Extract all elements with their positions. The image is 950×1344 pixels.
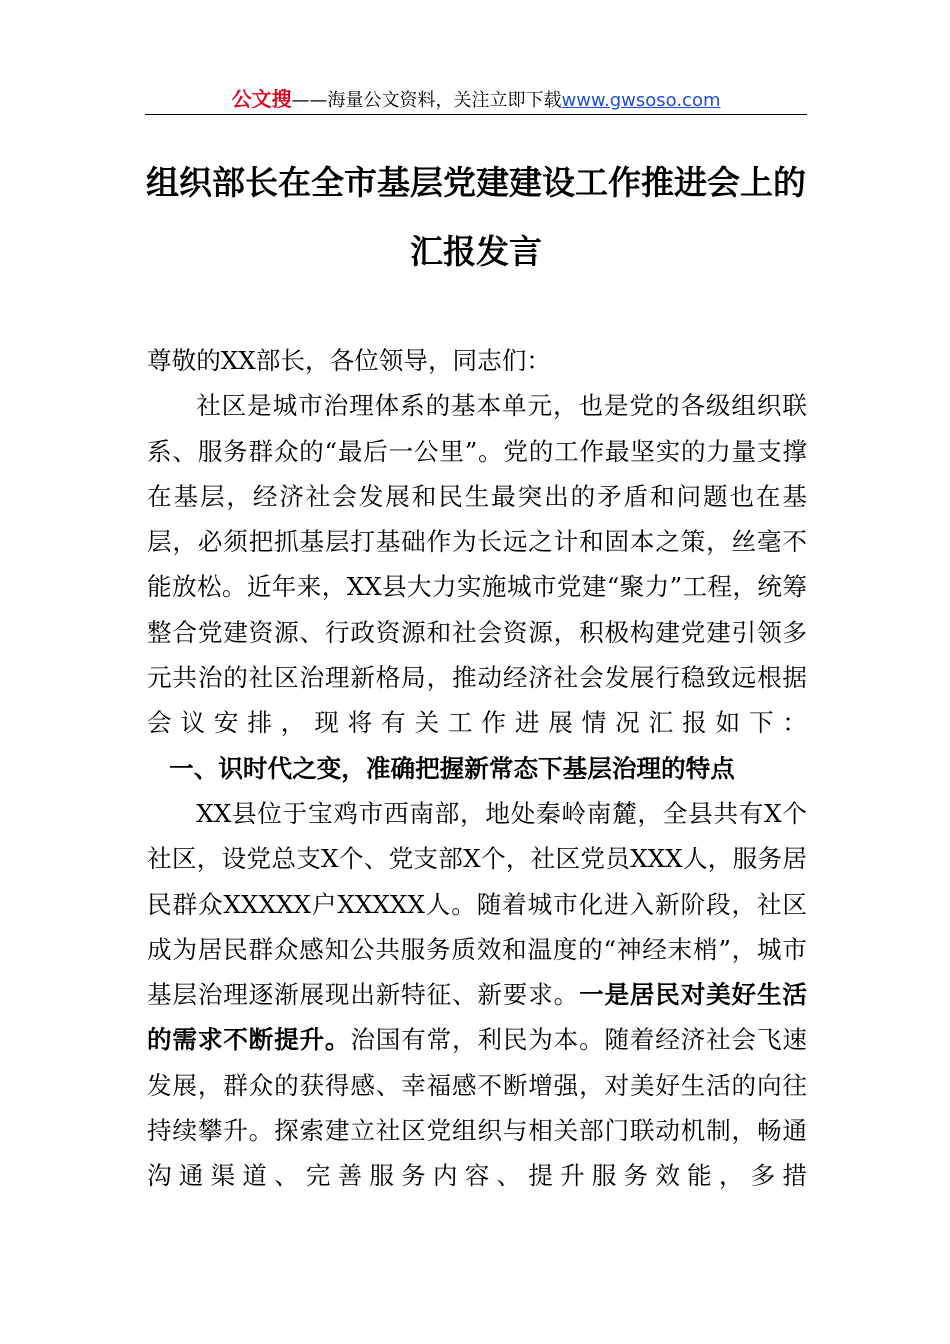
paragraph-county-tail: 治国有常，利民为本。随着经济社会飞速发展，群众的获得感、幸福感不断增强，对美好生活的向往持续攀升。探索建立社区党组织与相关部门联动机制，畅通沟通渠道、完善服务内容、提升服务效能，多措 (147, 1025, 807, 1191)
header-slogan: ——海量公文资料，关注立即下载 (291, 90, 562, 111)
salutation: 尊敬的XX部长，各位领导，同志们： (147, 346, 551, 375)
document-title: 组织部长在全市基层党建建设工作推进会上的汇报发言 (146, 163, 806, 271)
paragraph-county-text: XX县位于宝鸡市西南部，地处秦岭南麓，全县共有X个社区，设党总支X个、党支部X个，社区党员XXX人，服务居民群众XXXXX户XXXXX人。随着城市化进入新阶段，社区成为居民群众感知公共服务质效和温度的“神经末梢”，城市基层治理逐渐展现出新特征、新要求。 (147, 798, 807, 1010)
header-divider (145, 114, 807, 115)
paragraph-county-bold-point: 一是居民对美好生活的需求不断提升。 (147, 980, 807, 1055)
document-body (147, 338, 807, 1199)
header-url-link[interactable]: www.gwsoso.com (561, 90, 721, 111)
page-header (145, 82, 807, 116)
paragraph-county-overview (147, 791, 807, 1199)
section-heading-1: 一、识时代之变，准确把握新常态下基层治理的特点 (169, 753, 735, 783)
header-brand: 公文搜 (231, 87, 292, 111)
paragraph-intro: 社区是城市治理体系的基本单元，也是党的各级组织联系、服务群众的“最后一公里”。党的工作最坚实的力量支撑在基层，经济社会发展和民生最突出的矛盾和问题也在基层，必须把抓基层打基础作为长远之计和固本之策，丝毫不能放松。近年来，XX县大力实施城市党建“聚力”工程，统筹整合党建资源、行政资源和社会资源，积极构建党建引领多元共治的社区治理新格局，推动经济社会发展行稳致远根据会议安排，现将有关工作进展情况汇报如下： (147, 391, 807, 738)
